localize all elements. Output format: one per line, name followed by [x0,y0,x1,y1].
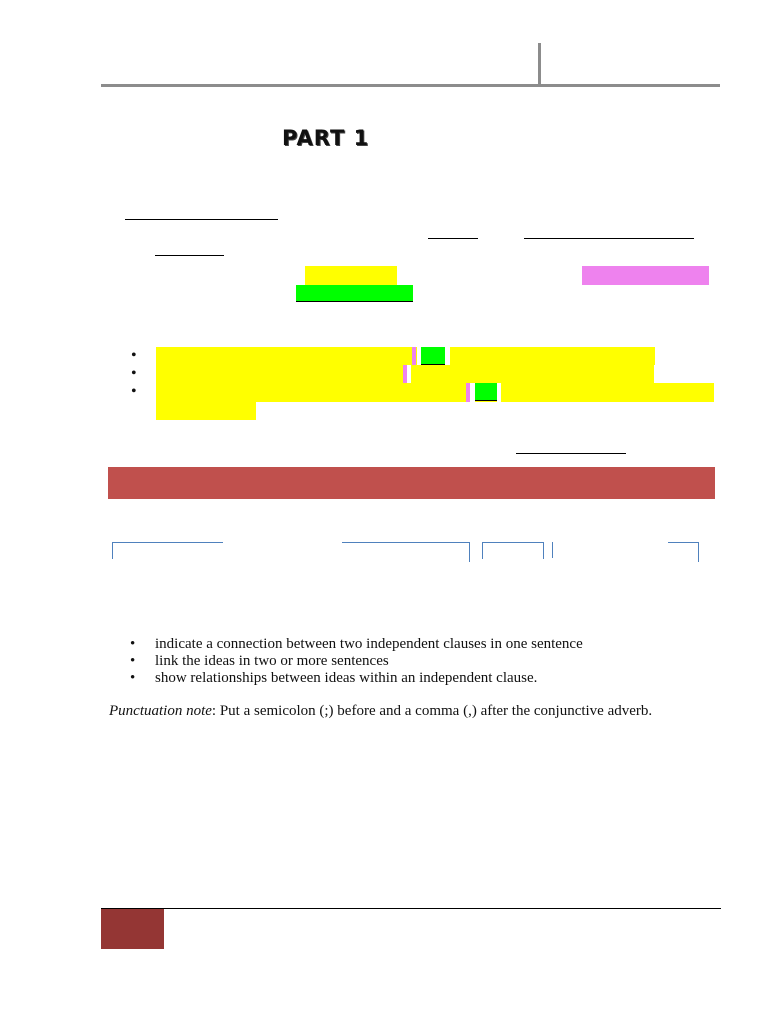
bracket-mark [342,542,470,562]
list-item-text: show relationships between ideas within an independent clause. [155,670,538,686]
list-item [130,653,730,670]
highlight-yellow [156,402,256,420]
underline-mark [125,219,278,220]
underline-mark [428,238,478,239]
gap-mark [445,347,450,365]
highlight-green [296,285,413,302]
list-item-text: indicate a connection between two independent clauses in one sentence [155,636,583,652]
list-item-text: link the ideas in two or more sentences [155,653,389,669]
bullet-dot: • [130,670,136,686]
highlight-green [475,383,497,401]
gap-mark [497,383,501,402]
bracket-mark [482,542,544,559]
bullet-dot: • [131,383,137,400]
bullet-list [130,636,730,687]
highlight-yellow [305,266,397,285]
note-label: Punctuation note [109,703,212,719]
underline-mark [524,238,694,239]
page-title: PART 1 [282,126,370,150]
gap-mark [407,365,411,383]
footer-rule [101,908,721,909]
underline-mark [475,400,497,401]
header-rule [101,84,720,87]
header-divider [538,43,541,85]
bullet-dot: • [130,653,136,669]
note-text: : Put a semicolon (;) before and a comma (,) after the conjunctive adverb. [211,703,653,719]
bullet-dot: • [131,365,137,382]
list-item [130,636,730,653]
bracket-mark [668,542,699,562]
highlight-pink [412,347,416,365]
bullet-dot: • [131,347,137,364]
highlight-green [421,347,445,364]
highlight-yellow [156,347,655,365]
list-item [130,670,730,687]
underline-mark [155,255,224,256]
punctuation-note [109,703,713,720]
footer-page-box [101,909,164,949]
bracket-mark [552,542,554,558]
bracket-mark [112,542,223,559]
underline-mark [516,453,626,454]
highlight-pink [582,266,709,285]
section-bar [108,467,715,499]
highlight-yellow [156,383,714,402]
underline-mark [296,301,413,302]
bullet-dot: • [130,636,136,652]
